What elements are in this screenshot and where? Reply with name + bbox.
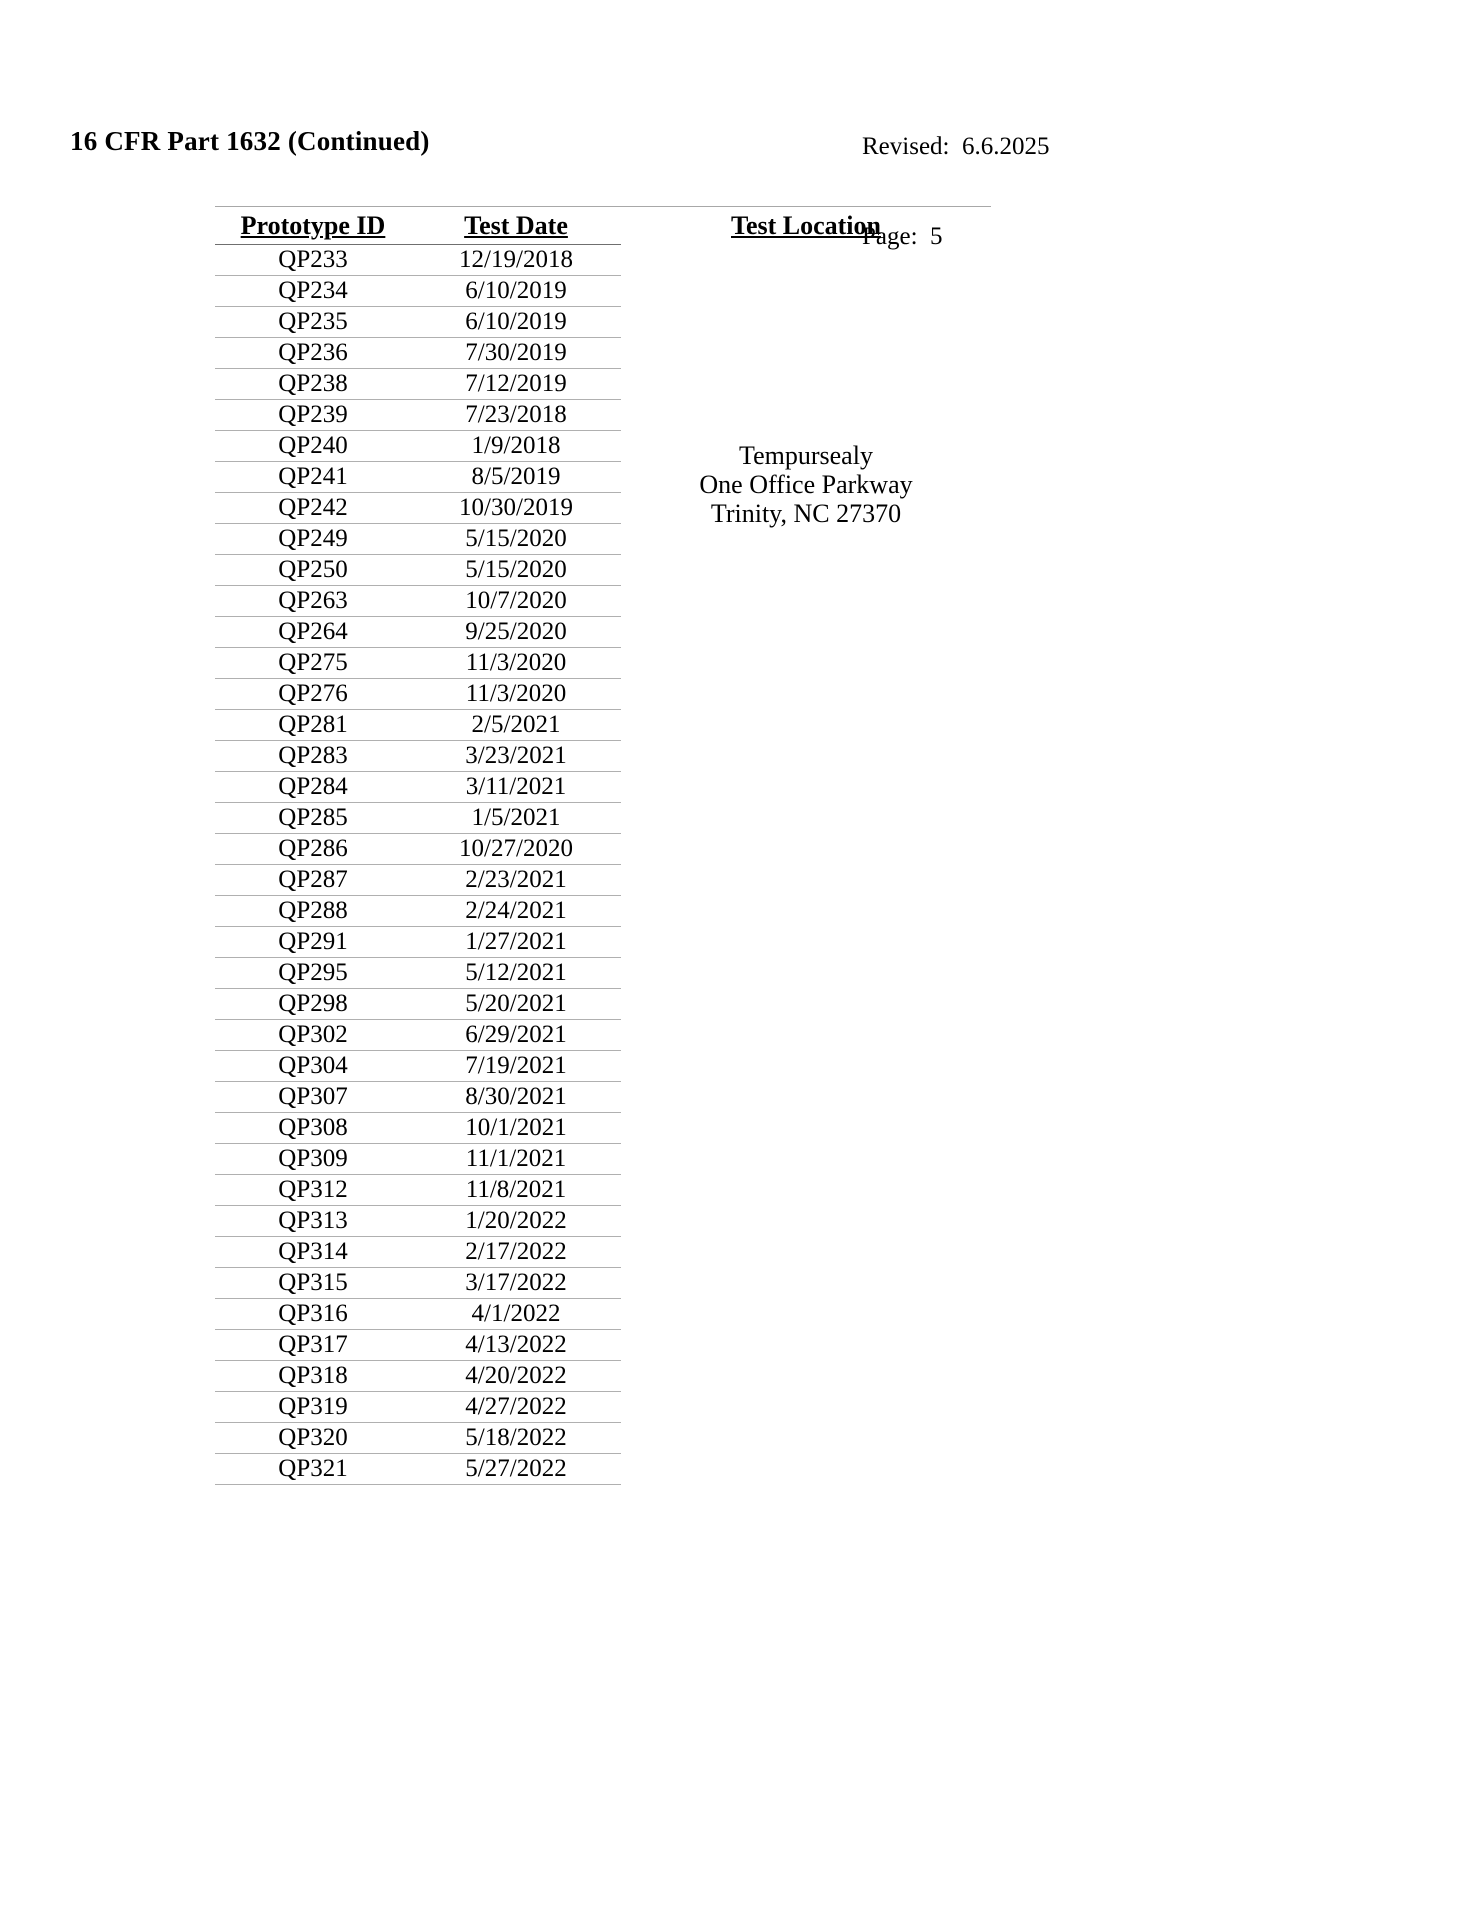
table-row bbox=[215, 555, 621, 586]
test-date-cell: 7/19/2021 bbox=[465, 1052, 567, 1079]
prototype-id-cell: QP307 bbox=[278, 1083, 348, 1110]
table-row bbox=[215, 834, 621, 865]
table-row bbox=[215, 431, 621, 462]
table-row bbox=[215, 1299, 621, 1330]
test-date-cell: 5/12/2021 bbox=[465, 959, 567, 986]
prototype-id-cell: QP241 bbox=[278, 463, 348, 490]
test-date-cell: 6/10/2019 bbox=[465, 308, 567, 335]
test-date-cell: 9/25/2020 bbox=[465, 618, 567, 645]
prototype-id-cell: QP233 bbox=[278, 246, 348, 273]
table-row bbox=[215, 1392, 621, 1423]
table-row bbox=[215, 741, 621, 772]
table-row bbox=[215, 679, 621, 710]
prototype-id-cell: QP304 bbox=[278, 1052, 348, 1079]
table-left-columns bbox=[215, 207, 621, 1485]
test-date-cell: 2/23/2021 bbox=[465, 866, 567, 893]
prototype-id-cell: QP316 bbox=[278, 1300, 348, 1327]
table-row bbox=[215, 772, 621, 803]
prototype-id-cell: QP250 bbox=[278, 556, 348, 583]
table-row bbox=[215, 617, 621, 648]
prototype-id-cell: QP263 bbox=[278, 587, 348, 614]
table-row bbox=[215, 1423, 621, 1454]
test-date-cell: 1/20/2022 bbox=[465, 1207, 567, 1234]
prototype-id-cell: QP298 bbox=[278, 990, 348, 1017]
test-location-address bbox=[621, 441, 991, 528]
prototype-id-cell: QP315 bbox=[278, 1269, 348, 1296]
table-row bbox=[215, 493, 621, 524]
table-row bbox=[215, 1206, 621, 1237]
test-date-cell: 5/15/2020 bbox=[465, 556, 567, 583]
table-row bbox=[215, 1330, 621, 1361]
table-row bbox=[215, 462, 621, 493]
test-date-cell: 8/5/2019 bbox=[471, 463, 561, 490]
test-date-cell: 10/27/2020 bbox=[459, 835, 573, 862]
revised-date: Revised: 6.6.2025 bbox=[862, 133, 1050, 160]
table-row bbox=[215, 927, 621, 958]
location-address-line1: One Office Parkway bbox=[699, 470, 913, 499]
test-date-cell: 10/30/2019 bbox=[459, 494, 573, 521]
prototype-id-cell: QP312 bbox=[278, 1176, 348, 1203]
prototype-id-cell: QP234 bbox=[278, 277, 348, 304]
prototype-id-cell: QP281 bbox=[278, 711, 348, 738]
location-name: Tempursealy bbox=[739, 441, 873, 470]
prototype-test-table bbox=[215, 206, 991, 1485]
test-date-cell: 6/29/2021 bbox=[465, 1021, 567, 1048]
prototype-id-cell: QP236 bbox=[278, 339, 348, 366]
test-date-cell: 5/15/2020 bbox=[465, 525, 567, 552]
table-location-column bbox=[621, 207, 991, 528]
test-date-cell: 11/3/2020 bbox=[465, 680, 567, 707]
test-date-cell: 4/1/2022 bbox=[471, 1300, 561, 1327]
test-date-cell: 5/27/2022 bbox=[465, 1455, 567, 1482]
test-date-cell: 11/3/2020 bbox=[465, 649, 567, 676]
test-date-cell: 5/18/2022 bbox=[465, 1424, 567, 1451]
test-date-cell: 10/7/2020 bbox=[465, 587, 567, 614]
prototype-id-cell: QP302 bbox=[278, 1021, 348, 1048]
document-title: 16 CFR Part 1632 (Continued) bbox=[70, 126, 430, 156]
prototype-id-cell: QP321 bbox=[278, 1455, 348, 1482]
prototype-id-cell: QP309 bbox=[278, 1145, 348, 1172]
table-row bbox=[215, 958, 621, 989]
prototype-id-cell: QP320 bbox=[278, 1424, 348, 1451]
prototype-id-cell: QP235 bbox=[278, 308, 348, 335]
prototype-id-cell: QP275 bbox=[278, 649, 348, 676]
test-date-cell: 6/10/2019 bbox=[465, 277, 567, 304]
test-date-cell: 5/20/2021 bbox=[465, 990, 567, 1017]
test-date-cell: 7/23/2018 bbox=[465, 401, 567, 428]
test-date-cell: 2/17/2022 bbox=[465, 1238, 567, 1265]
table-row bbox=[215, 1237, 621, 1268]
location-address-line2: Trinity, NC 27370 bbox=[710, 499, 902, 528]
table-row bbox=[215, 1144, 621, 1175]
test-date-cell: 3/23/2021 bbox=[465, 742, 567, 769]
test-date-cell: 11/8/2021 bbox=[465, 1176, 567, 1203]
prototype-id-cell: QP283 bbox=[278, 742, 348, 769]
test-date-cell: 2/24/2021 bbox=[465, 897, 567, 924]
prototype-id-cell: QP285 bbox=[278, 804, 348, 831]
table-row bbox=[215, 1113, 621, 1144]
test-date-cell: 7/12/2019 bbox=[465, 370, 567, 397]
test-date-cell: 2/5/2021 bbox=[471, 711, 561, 738]
table-row bbox=[215, 896, 621, 927]
table-row bbox=[215, 1268, 621, 1299]
test-date-cell: 11/1/2021 bbox=[465, 1145, 567, 1172]
test-date-cell: 12/19/2018 bbox=[459, 246, 573, 273]
prototype-id-cell: QP313 bbox=[278, 1207, 348, 1234]
prototype-id-cell: QP319 bbox=[278, 1393, 348, 1420]
table-row bbox=[215, 338, 621, 369]
prototype-id-cell: QP318 bbox=[278, 1362, 348, 1389]
table-row bbox=[215, 1361, 621, 1392]
prototype-id-cell: QP288 bbox=[278, 897, 348, 924]
prototype-id-cell: QP291 bbox=[278, 928, 348, 955]
prototype-id-cell: QP238 bbox=[278, 370, 348, 397]
table-row bbox=[215, 865, 621, 896]
table-row bbox=[215, 1051, 621, 1082]
table-row bbox=[215, 524, 621, 555]
table-row bbox=[215, 586, 621, 617]
prototype-id-cell: QP249 bbox=[278, 525, 348, 552]
test-date-cell: 4/13/2022 bbox=[465, 1331, 567, 1358]
test-date-cell: 3/11/2021 bbox=[465, 773, 567, 800]
table-body bbox=[215, 245, 621, 1485]
table-row bbox=[215, 1020, 621, 1051]
prototype-id-cell: QP242 bbox=[278, 494, 348, 521]
prototype-id-cell: QP317 bbox=[278, 1331, 348, 1358]
table-row bbox=[215, 307, 621, 338]
table-row bbox=[215, 245, 621, 276]
prototype-id-cell: QP264 bbox=[278, 618, 348, 645]
column-header-test-location: Test Location bbox=[731, 211, 881, 240]
prototype-id-cell: QP284 bbox=[278, 773, 348, 800]
test-date-cell: 1/9/2018 bbox=[471, 432, 561, 459]
prototype-id-cell: QP287 bbox=[278, 866, 348, 893]
table-row bbox=[215, 989, 621, 1020]
table-row bbox=[215, 1454, 621, 1485]
test-date-cell: 8/30/2021 bbox=[465, 1083, 567, 1110]
table-row bbox=[215, 400, 621, 431]
prototype-id-cell: QP276 bbox=[278, 680, 348, 707]
table-row bbox=[215, 803, 621, 834]
table-row bbox=[215, 276, 621, 307]
prototype-id-cell: QP239 bbox=[278, 401, 348, 428]
test-date-cell: 7/30/2019 bbox=[465, 339, 567, 366]
prototype-id-cell: QP314 bbox=[278, 1238, 348, 1265]
prototype-id-cell: QP295 bbox=[278, 959, 348, 986]
table-row bbox=[215, 369, 621, 400]
table-row bbox=[215, 1175, 621, 1206]
test-date-cell: 4/20/2022 bbox=[465, 1362, 567, 1389]
test-date-cell: 1/5/2021 bbox=[471, 804, 561, 831]
test-date-cell: 3/17/2022 bbox=[465, 1269, 567, 1296]
table-row bbox=[215, 1082, 621, 1113]
test-date-cell: 10/1/2021 bbox=[465, 1114, 567, 1141]
test-date-cell: 1/27/2021 bbox=[465, 928, 567, 955]
page-number: Page: 5 bbox=[862, 223, 943, 250]
column-header-prototype-id: Prototype ID bbox=[240, 210, 386, 240]
prototype-id-cell: QP240 bbox=[278, 432, 348, 459]
table-row bbox=[215, 710, 621, 741]
column-header-test-date: Test Date bbox=[464, 210, 568, 240]
prototype-id-cell: QP308 bbox=[278, 1114, 348, 1141]
prototype-id-cell: QP286 bbox=[278, 835, 348, 862]
table-row bbox=[215, 648, 621, 679]
test-date-cell: 4/27/2022 bbox=[465, 1393, 567, 1420]
table-header-row bbox=[215, 207, 621, 245]
